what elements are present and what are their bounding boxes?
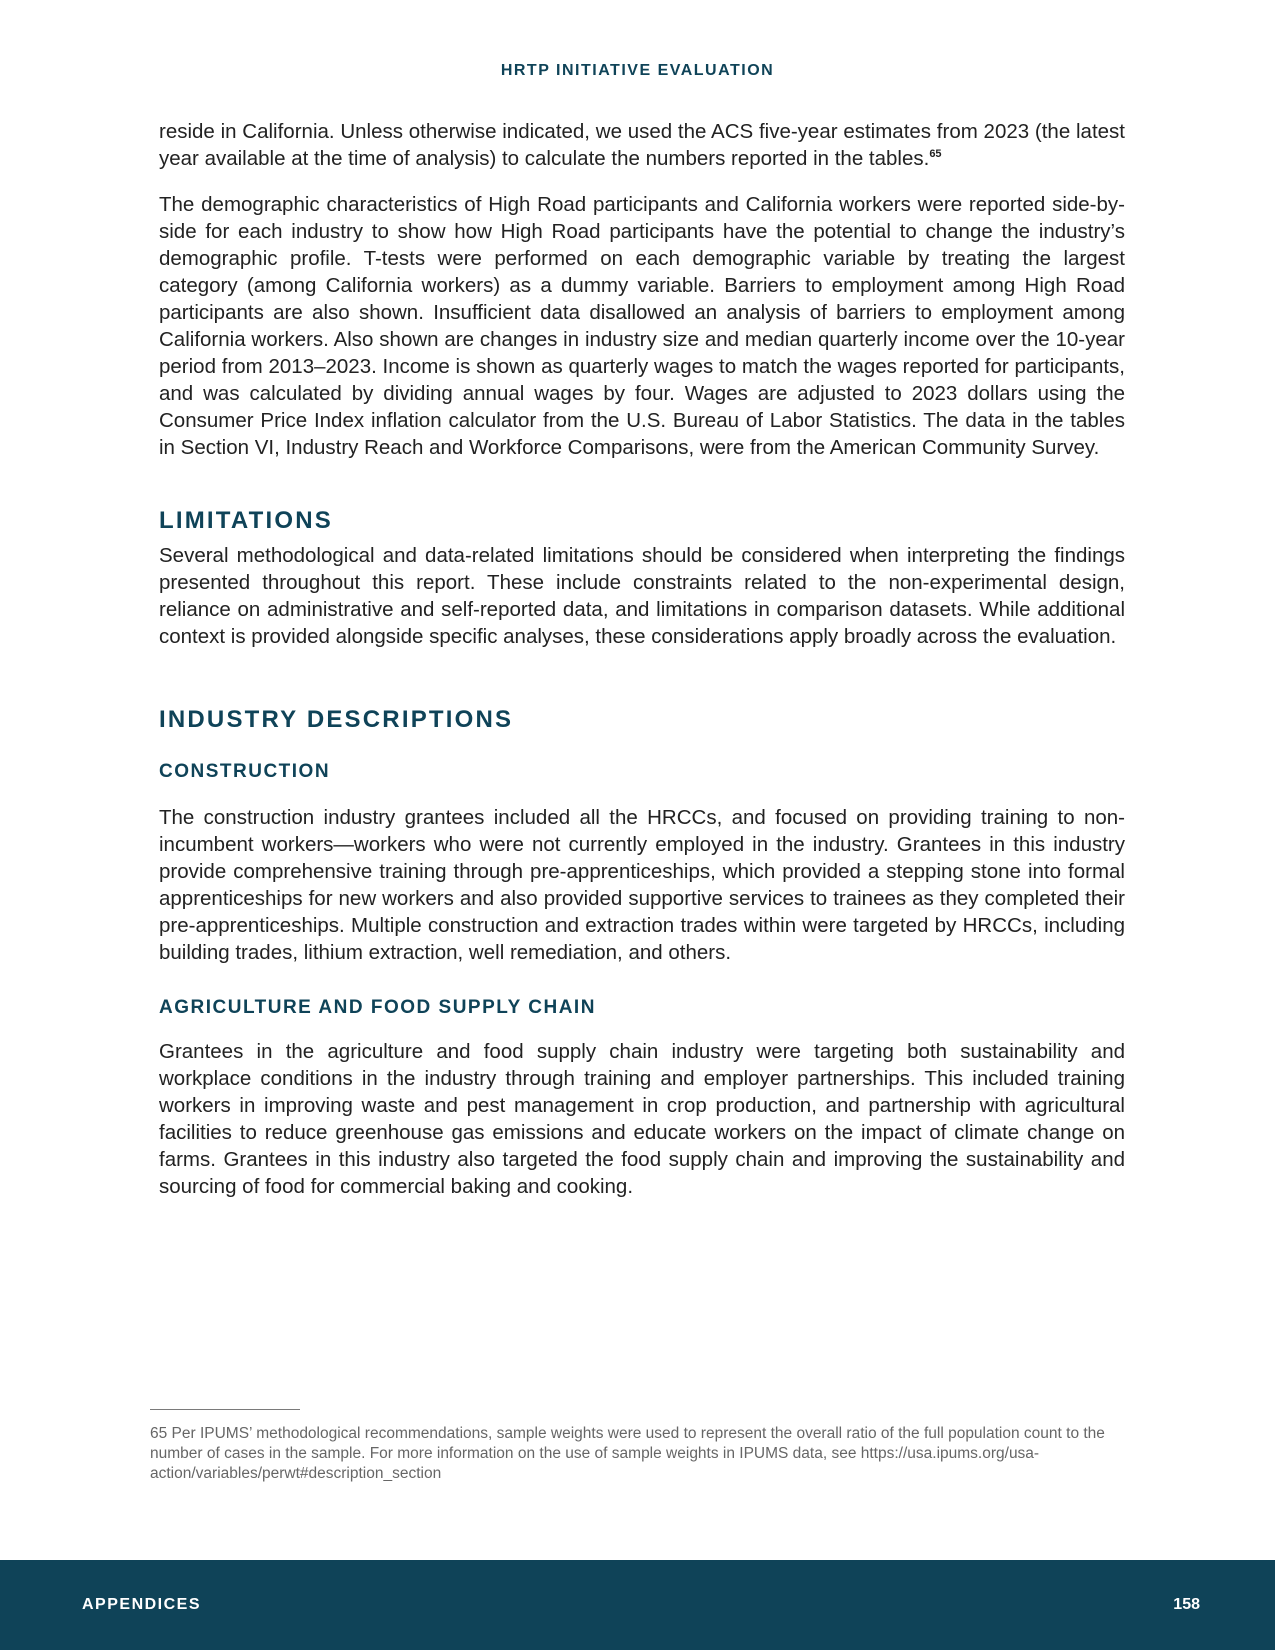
footnote-divider bbox=[150, 1409, 300, 1410]
intro-paragraph-1-text: reside in California. Unless otherwise indicated, we used the ACS five-year estimates from 2023 (the latest year available at the time of analysis) to calculate the numbers reported in the tables. bbox=[159, 120, 1125, 170]
limitations-paragraph: Several methodological and data-related limitations should be considered when interpreting the findings presented throughout this report. These include constraints related to the non-experimental design, reliance on administrative and self-reported data, and limitations in comparison datasets. While additional context is provided alongside specific analyses, these considerations apply broadly across the evaluation. bbox=[159, 544, 1125, 648]
industry-descriptions-heading: INDUSTRY DESCRIPTIONS bbox=[159, 706, 514, 733]
agriculture-heading: AGRICULTURE AND FOOD SUPPLY CHAIN bbox=[159, 997, 596, 1018]
construction-paragraph: The construction industry grantees included all the HRCCs, and focused on providing training to non-incumbent workers—workers who were not currently employed in the industry. Grantees in this industry provide comprehensive training through pre-apprenticeships, which provided a stepping stone into formal apprenticeships for new workers and also provided supportive services to trainees as they completed their pre-apprenticeships. Multiple construction and extraction trades within were targeted by HRCCs, including building trades, lithium extraction, well remediation, and others. bbox=[159, 806, 1125, 964]
running-header: HRTP INITIATIVE EVALUATION bbox=[500, 62, 775, 79]
construction-heading: CONSTRUCTION bbox=[159, 761, 331, 782]
intro-paragraph-1 bbox=[159, 118, 1125, 172]
page-number: 158 bbox=[1173, 1596, 1200, 1613]
footnote-65: 65 Per IPUMS’ methodological recommendations, sample weights were used to represent the overall ratio of the full population count to the number of cases in the sample. For more information on the use of sample weights in IPUMS data, see https://usa.ipums.org/usa-action/variables/perwt#description_section bbox=[150, 1425, 1105, 1482]
footer-section-label: APPENDICES bbox=[82, 1596, 202, 1613]
page-body bbox=[159, 118, 1125, 1200]
page-footer bbox=[0, 1560, 1275, 1650]
limitations-heading: LIMITATIONS bbox=[159, 507, 333, 534]
agriculture-paragraph: Grantees in the agriculture and food supply chain industry were targeting both sustainability and workplace conditions in the industry through training and employer partnerships. This included training workers in improving waste and pest management in crop production, and partnership with agricultural facilities to reduce greenhouse gas emissions and educate workers on the impact of climate change on farms. Grantees in this industry also targeted the food supply chain and improving the sustainability and sourcing of food for commercial baking and cooking. bbox=[159, 1040, 1125, 1198]
footnote-reference[interactable]: 65 bbox=[929, 148, 942, 161]
intro-paragraph-2: The demographic characteristics of High Road participants and California workers were reported side-by-side for each industry to show how High Road participants have the potential to change the industry’s demographic profile. T-tests were performed on each demographic variable by treating the largest category (among California workers) as a dummy variable. Barriers to employment among High Road participants are also shown. Insufficient data disallowed an analysis of barriers to employment among California workers. Also shown are changes in industry size and median quarterly income over the 10-year period from 2013–2023. Income is shown as quarterly wages to match the wages reported for participants, and was calculated by dividing annual wages by four. Wages are adjusted to 2023 dollars using the Consumer Price Index inflation calculator from the U.S. Bureau of Labor Statistics. The data in the tables in Section VI, Industry Reach and Workforce Comparisons, were from the American Community Survey. bbox=[159, 193, 1125, 459]
